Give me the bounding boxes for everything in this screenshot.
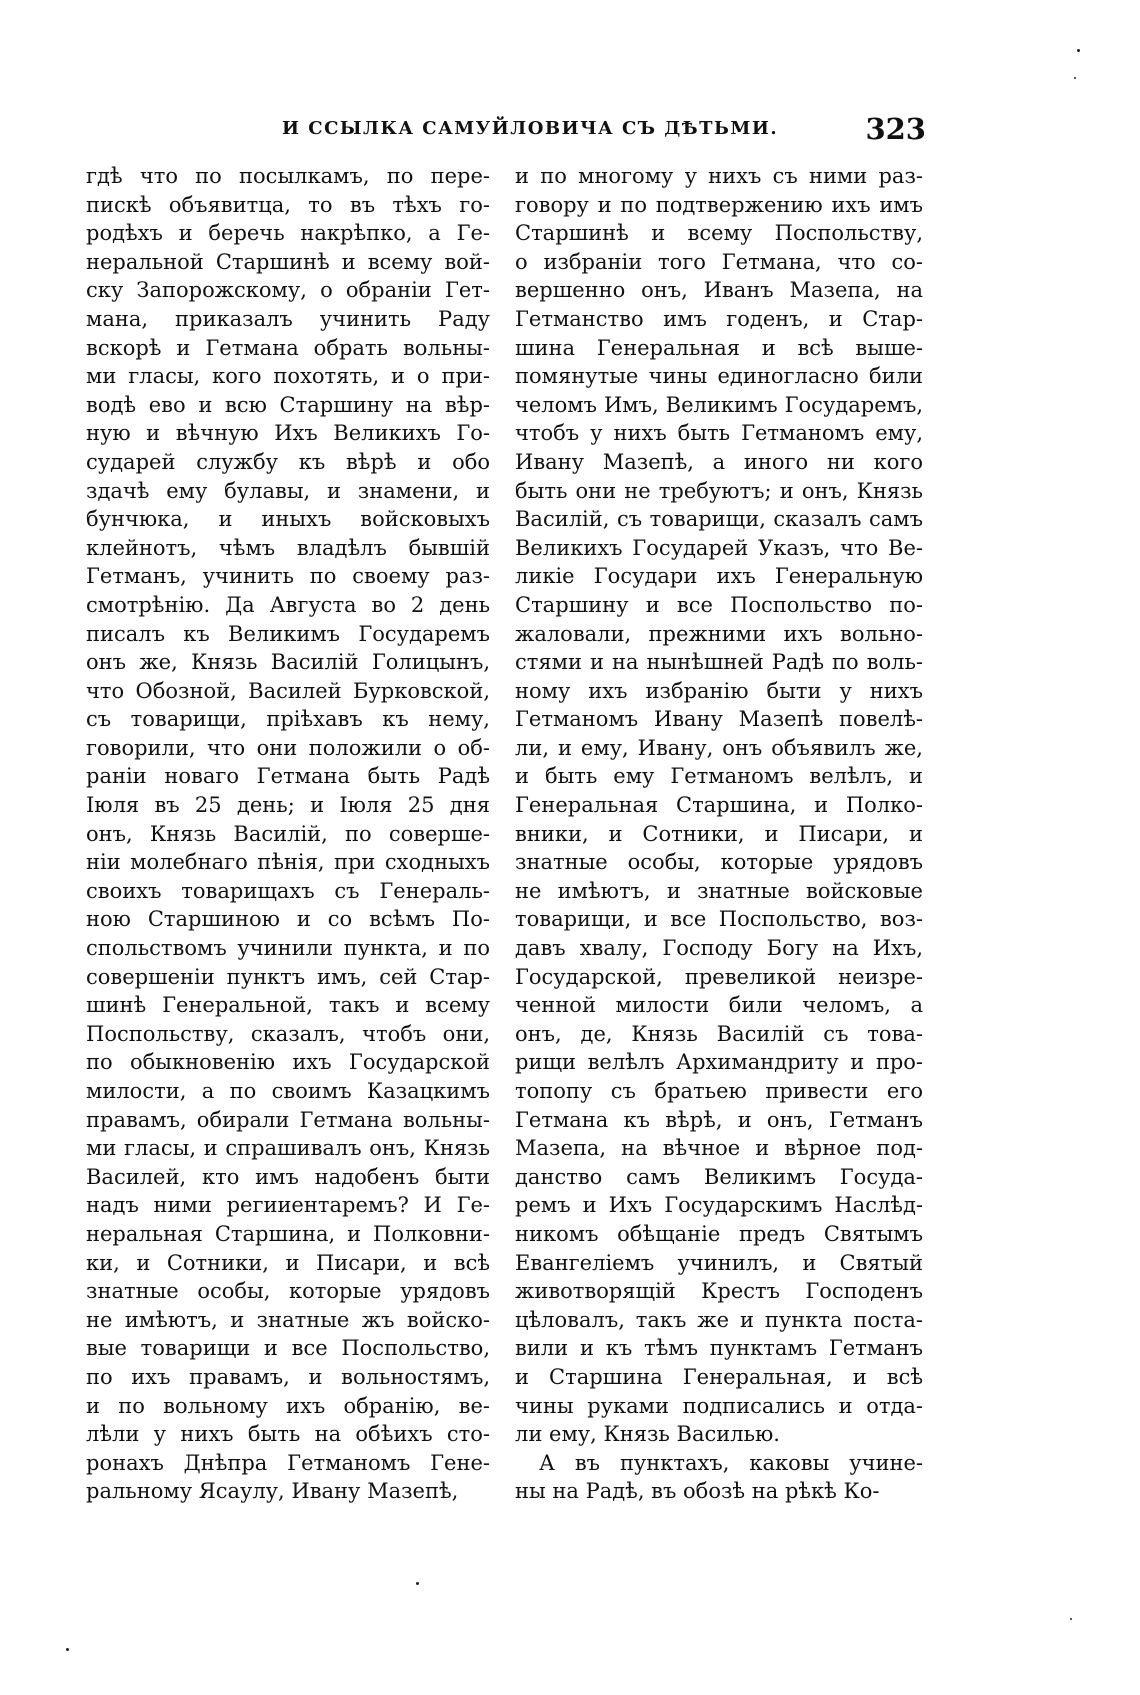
text-line: вскорѣ и Гетмана обрать вольны- (86, 335, 490, 360)
text-line: совершеніи пунктъ имъ, сей Стар- (86, 964, 490, 989)
scan-speck (416, 1582, 419, 1585)
text-line: Іюля въ 25 день; и Іюля 25 дня (86, 793, 490, 818)
text-line: чины руками подписались и отда- (515, 1393, 923, 1418)
text-line: помянутые чины единогласно били (515, 364, 923, 389)
text-line: стями и на нынѣшней Радѣ по воль- (515, 650, 923, 675)
text-line: по ихъ правамъ, и вольностямъ, (86, 1364, 490, 1389)
text-line: знатные особы, которые урядовъ (86, 1279, 490, 1304)
text-line: Василій, съ товарищи, сказалъ самъ (515, 507, 923, 532)
text-line: Гетманство имъ годенъ, и Стар- (515, 306, 923, 331)
text-line: ску Запорожскому, о обраніи Гет- (86, 278, 490, 303)
text-line: и Старшина Генеральная, и всѣ (515, 1364, 923, 1389)
text-line: милости, а по своимъ Казацкимъ (86, 1079, 490, 1103)
text-line: по обыкновенію ихъ Государской (86, 1050, 490, 1075)
text-line: не имѣютъ, и знатные войсковые (515, 878, 923, 903)
text-line: товарищи, и все Поспольство, воз- (515, 907, 923, 932)
text-line: не имѣютъ, и знатные жъ войско- (86, 1307, 490, 1332)
text-line: съ товарищи, пріѣхавъ къ нему, (86, 707, 490, 732)
text-line: сударей службу къ вѣрѣ и обо (86, 449, 490, 474)
text-line: жаловали, прежними ихъ вольно- (515, 621, 923, 646)
text-line: Гетманъ, учинить по своему раз- (86, 564, 490, 589)
text-line: и быть ему Гетманомъ велѣлъ, и (515, 764, 923, 789)
text-line: вые товарищи и все Поспольство, (86, 1336, 490, 1361)
text-line: раніи новаго Гетмана быть Радѣ (86, 764, 490, 789)
text-line: ремъ и Ихъ Государскимъ Наслѣд- (515, 1193, 923, 1218)
text-line: Ивану Мазепѣ, а иного ни кого (515, 449, 923, 474)
text-line: челомъ Имъ, Великимъ Государемъ, (515, 392, 923, 417)
text-line: онъ же, Князь Василій Голицынъ, (86, 650, 490, 675)
text-line: правамъ, обирали Гетмана вольны- (86, 1107, 490, 1132)
text-line: гдѣ что по посылкамъ, по пере- (86, 164, 490, 188)
text-line: быть они не требуютъ; и онъ, Князь (515, 478, 923, 503)
text-line: онъ, Князь Василій, по соверше- (86, 821, 490, 846)
text-line: ральному Ясаулу, Ивану Мазепѣ, (86, 1479, 459, 1504)
text-line: данство самъ Великимъ Госуда- (515, 1164, 923, 1189)
text-line: Мазепа, на вѣчное и вѣрное под- (515, 1136, 923, 1161)
page-header (86, 112, 926, 152)
text-line: мана, приказалъ учинить Раду (86, 306, 490, 331)
text-line: пискѣ объявитца, то въ тѣхъ го- (86, 192, 490, 217)
text-line: клейнотъ, чѣмъ владѣлъ бывшій (86, 535, 490, 560)
text-line: вершенно онъ, Иванъ Мазепа, на (515, 278, 923, 303)
text-line: своихъ товарищахъ съ Генераль- (86, 878, 490, 903)
text-line: ми гласы, и спрашивалъ онъ, Князь (86, 1136, 490, 1161)
text-line: ною Старшиною и со всѣмъ По- (86, 907, 490, 932)
text-line: вили и къ тѣмъ пунктамъ Гетманъ (515, 1336, 923, 1361)
text-line: ликіе Государи ихъ Генеральную (515, 564, 923, 589)
text-line: Великихъ Государей Указъ, что Ве- (515, 535, 923, 560)
text-line: ны на Радѣ, въ обозѣ на рѣкѣ Ко- (515, 1479, 880, 1504)
text-line: Старшину и все Поспольство по- (515, 592, 923, 617)
text-line: А въ пунктахъ, каковы учине- (539, 1450, 923, 1475)
text-line: Гетманомъ Ивану Мазепѣ повелѣ- (515, 707, 923, 732)
text-line: ки, и Сотники, и Писари, и всѣ (86, 1250, 490, 1275)
text-line: чтобъ у нихъ быть Гетманомъ ему, (515, 421, 923, 446)
text-line: и по вольному ихъ обранію, ве- (86, 1393, 490, 1418)
text-line: ми гласы, кого похотять, и о при- (86, 364, 490, 389)
text-line: животворящій Крестъ Господенъ (515, 1279, 923, 1304)
text-line: топопу съ братьею привести его (515, 1079, 923, 1103)
text-line: говорили, что они положили о об- (86, 735, 490, 760)
text-line: ную и вѣчную Ихъ Великихъ Го- (86, 421, 490, 446)
left-text-column (86, 162, 490, 1506)
text-line: ченной милости били челомъ, а (515, 993, 923, 1018)
text-line: спольствомъ учинили пункта, и по (86, 936, 490, 961)
scan-speck (66, 1648, 69, 1651)
right-text-column (515, 162, 923, 1506)
text-line: вники, и Сотники, и Писари, и (515, 821, 923, 846)
text-line: здачѣ ему булавы, и знамени, и (86, 478, 490, 503)
text-line: онъ, де, Князь Василій съ това- (515, 1021, 923, 1046)
text-line: шина Генеральная и всѣ выше- (515, 335, 923, 360)
running-title: И ССЫЛКА САМУЙЛОВИЧА СЪ ДѢТЬМИ. (282, 118, 779, 139)
text-line: лѣли у нихъ быть на обѣихъ сто- (86, 1422, 490, 1447)
text-line: Государской, превеликой неизре- (515, 964, 923, 989)
text-line: давъ хвалу, Господу Богу на Ихъ, (515, 936, 923, 961)
text-line: родѣхъ и беречь накрѣпко, а Ге- (86, 221, 490, 246)
text-line: Поспольству, сказалъ, чтобъ они, (86, 1021, 490, 1046)
text-line: надъ ними регииентаремъ? И Ге- (86, 1193, 490, 1218)
scan-speck (1070, 1618, 1072, 1620)
text-line: что Обозной, Василей Бурковской, (86, 678, 490, 703)
text-line: и по многому у нихъ съ ними раз- (515, 164, 923, 188)
text-line: писалъ къ Великимъ Государемъ (86, 621, 490, 646)
text-line: говору и по подтвержению ихъ имъ (515, 192, 923, 217)
text-line: ли, и ему, Ивану, онъ объявилъ же, (515, 735, 923, 760)
text-line: Евангеліемъ учинилъ, и Святый (515, 1250, 923, 1275)
text-line: Старшинѣ и всему Поспольству, (515, 221, 923, 246)
text-line: ли ему, Князь Василью. (515, 1422, 780, 1447)
text-line: рищи велѣлъ Архимандриту и про- (515, 1050, 923, 1075)
scan-speck (1074, 77, 1076, 79)
text-line: Гетмана къ вѣрѣ, и онъ, Гетманъ (515, 1107, 923, 1132)
text-line: знатные особы, которые урядовъ (515, 850, 923, 875)
text-line: смотрѣнію. Да Августа во 2 день (86, 592, 490, 617)
text-line: Василей, кто имъ надобенъ быти (86, 1164, 490, 1189)
text-line: Генеральная Старшина, и Полко- (515, 793, 923, 818)
text-line: никомъ обѣщаніе предъ Святымъ (515, 1221, 923, 1246)
page-number: 323 (865, 112, 926, 146)
text-line: о избраніи того Гетмана, что со- (515, 249, 923, 274)
scan-speck (1077, 49, 1080, 52)
text-line: бунчюка, и иныхъ войсковыхъ (86, 507, 490, 532)
text-line: ніи молебнаго пѣнія, при сходныхъ (86, 850, 490, 875)
text-line: неральная Старшина, и Полковни- (86, 1221, 490, 1246)
text-line: водѣ ево и всю Старшину на вѣр- (86, 392, 490, 417)
text-line: цѣловалъ, такъ же и пункта поста- (515, 1307, 923, 1332)
text-line: неральной Старшинѣ и всему вой- (86, 249, 490, 274)
text-line: ному ихъ избранію быти у нихъ (515, 678, 923, 703)
text-line: ронахъ Днѣпра Гетманомъ Гене- (86, 1450, 490, 1475)
text-line: шинѣ Генеральной, такъ и всему (86, 993, 490, 1018)
